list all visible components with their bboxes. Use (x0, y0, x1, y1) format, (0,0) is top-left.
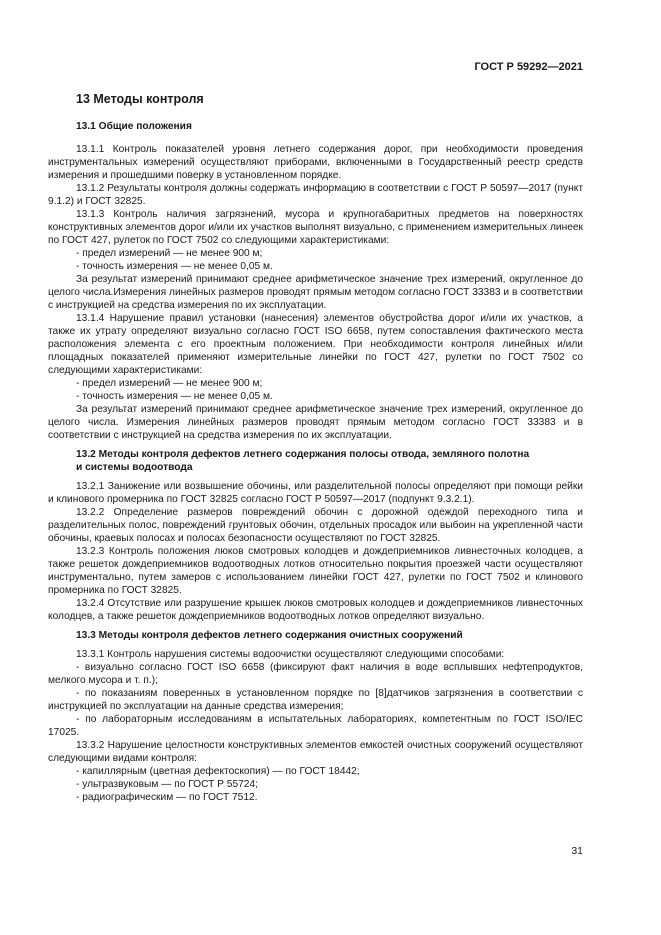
list-item: - предел измерений — не менее 900 м; (76, 248, 263, 259)
measurement-list-2 (48, 377, 583, 403)
paragraph-13-2-3: 13.2.3 Контроль положения люков смотровых колодцев и дождеприемников ливнесточных колодцев, а также решеток дождеприемников водоотводных лотков относительно покрытия проезжей части осуществляют инструментально, путем замеров с использованием линейки ГОСТ 427, рулетки по ГОСТ 7502 и клинового промерника по ГОСТ 32825. (48, 546, 583, 596)
paragraph-measurement-result-1: За результат измерений принимают среднее арифметическое значение трех измерений, округленное до целого числа.Измерения линейных размеров проводят прямым методом согласно ГОСТ 33383 и в соответствии с инструкцией на средства измерения по их эксплуатации. (48, 274, 583, 311)
list-item: - визуально согласно ГОСТ ISO 6658 (фиксируют факт наличия в воде всплывших нефтепродуктов, мелкого мусора и т. п.); (48, 662, 583, 686)
paragraph-13-1-1: 13.1.1 Контроль показателей уровня летнего содержания дорог, при необходимости проведения инструментальных измерений осуществляют приборами, включенными в Государственный реестр средств измерения и прошедшими поверку в установленном порядке. (48, 144, 583, 181)
paragraph-13-2-1: 13.2.1 Занижение или возвышение обочины, или разделительной полосы определяют при помощи рейки и клинового промерника по ГОСТ 32825 согласно ГОСТ Р 50597—2017 (подпункт 9.3.2.1). (48, 481, 583, 505)
measurement-list-1 (48, 247, 583, 273)
paragraph-13-2-4: 13.2.4 Отсутствие или разрушение крышек люков смотровых колодцев и дождеприемников ливнесточных колодцев, а также решеток дождеприемников водоотводных лотков определяют визуально. (48, 598, 583, 622)
list-item: - точность измерения — не менее 0,05 м. (76, 261, 273, 272)
list-item: - точность измерения — не менее 0,05 м. (76, 391, 273, 402)
paragraph-13-1-3: 13.1.3 Контроль наличия загрязнений, мусора и крупногабаритных предметов на поверхностях конструктивных элементов дорог и/или их участков выполнят визуально, с применением измерительных линеек по ГОСТ 427, рулеток по ГОСТ 7502 со следующими характеристиками: (48, 209, 583, 246)
list-item: - ультразвуковым — по ГОСТ Р 55724; (76, 779, 258, 790)
document-number: ГОСТ Р 59292—2021 (474, 61, 583, 73)
paragraph-13-2-2: 13.2.2 Определение размеров повреждений обочин с дорожной одеждой переходного типа и разделительных полос, повреждений грунтовых обочин, отдельных просадок или выбоин на укрепленной части обочины, краевых полосах и полосах безопасности осуществляют по ГОСТ 32825. (48, 507, 583, 544)
paragraph-13-3-1: 13.3.1 Контроль нарушения системы водоочистки осуществляют следующими способами: (76, 649, 505, 660)
paragraph-measurement-result-2: За результат измерений принимают среднее арифметическое значение трех измерений, округленное до целого числа. Измерения линейных размеров проводят прямым методом согласно ГОСТ 33383 и в соответствии с инструкцией на средства измерения по их эксплуатации. (48, 404, 583, 441)
subsection-title-13-2-line1: 13.2 Методы контроля дефектов летнего содержания полосы отвода, земляного полотна (76, 449, 530, 460)
list-item: - предел измерений — не менее 900 м; (76, 378, 263, 389)
inspection-types-list (48, 765, 583, 804)
page-content (48, 92, 583, 804)
paragraph-13-1-4: 13.1.4 Нарушение правил установки (нанесения) элементов обустройства дорог и/или их участков, а также их утрату определяют визуально согласно ГОСТ ISO 6658, путем сопоставления фактического места расположения элемента с его проектным положением. При необходимости контроля линейных и/или площадных показателей применяют измерительные линейки по ГОСТ 427, рулетки по ГОСТ 7502 со следующими характеристиками: (48, 313, 583, 376)
paragraph-13-3-2: 13.3.2 Нарушение целостности конструктивных элементов емкостей очистных сооружений осуществляют следующими видами контроля: (48, 740, 583, 764)
section-title: 13 Методы контроля (76, 92, 204, 106)
list-item: - капиллярным (цветная дефектоскопия) — по ГОСТ 18442; (76, 766, 360, 777)
list-item: - по показаниям поверенных в установленном порядке по [8]датчиков загрязнения в соответствии с инструкцией по эксплуатации на данные средства измерения; (48, 688, 583, 712)
subsection-title-13-2-line2: и системы водоотвода (76, 462, 193, 473)
list-item: - по лабораторным исследованиям в испытательных лабораториях, компетентным по ГОСТ ISO/IEC 17025. (48, 714, 583, 738)
subsection-title-13-3: 13.3 Методы контроля дефектов летнего содержания очистных сооружений (76, 630, 463, 641)
control-methods-list (48, 661, 583, 739)
list-item: - радиографическим — по ГОСТ 7512. (76, 792, 258, 803)
page-number: 31 (571, 845, 583, 857)
subsection-title-13-1: 13.1 Общие положения (76, 121, 192, 132)
paragraph-13-1-2: 13.1.2 Результаты контроля должны содержать информацию в соответствии с ГОСТ Р 50597—2017 (пункт 9.1.2) и ГОСТ 32825. (48, 183, 583, 207)
